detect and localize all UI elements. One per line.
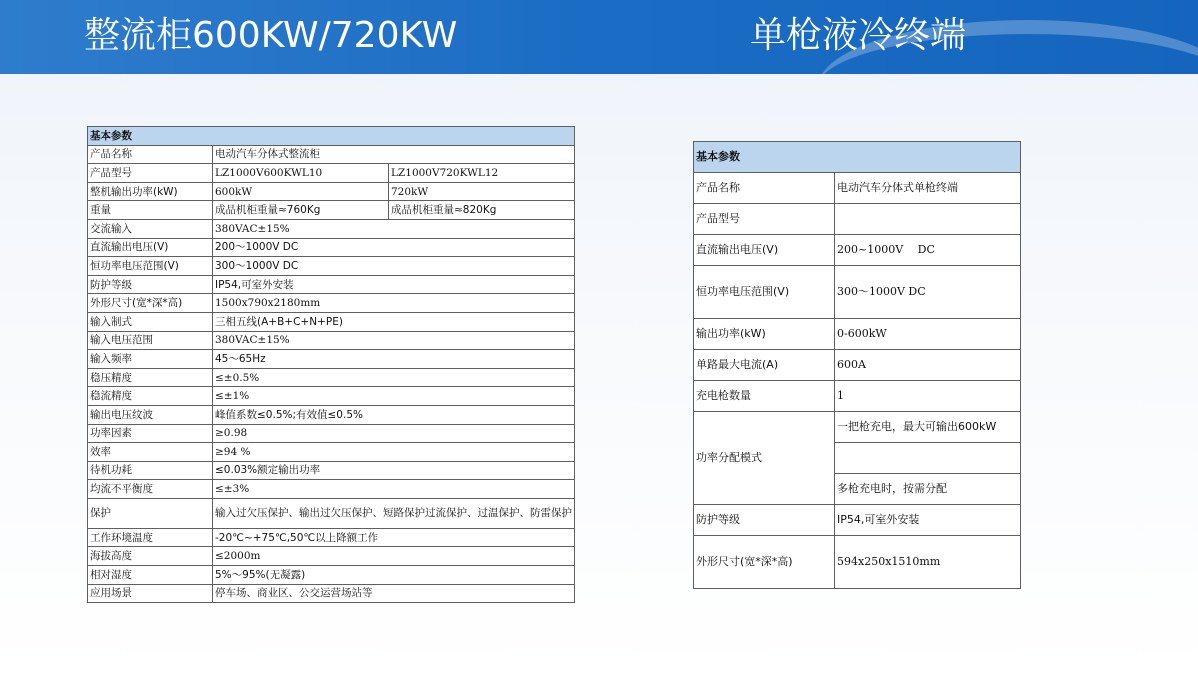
spec-label: 稳流精度: [88, 387, 213, 406]
spec-label: 输入频率: [88, 350, 213, 369]
spec-label: 充电枪数量: [694, 381, 835, 412]
table-row: [88, 219, 575, 238]
spec-value-2: 720kW: [389, 182, 575, 201]
table-row: [88, 257, 575, 276]
spec-value: IP54,可室外安装: [213, 275, 575, 294]
spec-value: ≤0.03%额定输出功率: [213, 461, 575, 480]
spec-value: 停车场、商业区、公交运营场站等: [213, 584, 575, 603]
table-row: [88, 480, 575, 499]
spec-value: 200～1000V DC: [213, 238, 575, 257]
spec-value-2: LZ1000V720KWL12: [389, 164, 575, 183]
table-row: [88, 331, 575, 350]
spec-label: 待机功耗: [88, 461, 213, 480]
spec-value: 成品机柜重量≈760Kg: [213, 201, 389, 220]
spec-label: 工作环境温度: [88, 528, 213, 547]
table-row: [88, 424, 575, 443]
table-row: [88, 164, 575, 183]
spec-label: 均流不平衡度: [88, 480, 213, 499]
spec-label: 相对湿度: [88, 566, 213, 585]
spec-value: ≥94 %: [213, 443, 575, 462]
spec-label: 产品型号: [88, 164, 213, 183]
table-row: [88, 182, 575, 201]
spec-label: 功率分配模式: [694, 412, 835, 505]
spec-label: 防护等级: [88, 275, 213, 294]
spec-value: 多枪充电时，按需分配: [835, 474, 1021, 505]
table-row: [88, 201, 575, 220]
spec-label: 输入制式: [88, 312, 213, 331]
spec-label: 单路最大电流(A): [694, 350, 835, 381]
spec-value: IP54,可室外安装: [835, 505, 1021, 536]
table-row: [88, 294, 575, 313]
table-row: [88, 145, 575, 164]
table-row: [694, 266, 1021, 319]
spec-label: 恒功率电压范围(V): [694, 266, 835, 319]
spec-label: 海拔高度: [88, 547, 213, 566]
spec-value: 380VAC±15%: [213, 219, 575, 238]
spec-value: 输入过欠压保护、输出过欠压保护、短路保护过流保护、过温保护、防雷保护: [213, 498, 575, 528]
spec-label: 输入电压范围: [88, 331, 213, 350]
table-row: [694, 505, 1021, 536]
table-row: [694, 381, 1021, 412]
header-banner: [0, 0, 1198, 74]
spec-label: 输出电压纹波: [88, 405, 213, 424]
table-row: [694, 142, 1021, 173]
spec-label: 产品型号: [694, 204, 835, 235]
spec-label: 外形尺寸(宽*深*高): [694, 536, 835, 589]
spec-label: 效率: [88, 443, 213, 462]
spec-value: 200~1000V DC: [835, 235, 1021, 266]
spec-label: 输出功率(kW): [694, 319, 835, 350]
spec-value: 45～65Hz: [213, 350, 575, 369]
section-header: 基本参数: [88, 127, 575, 146]
spec-value: LZ1000V600KWL10: [213, 164, 389, 183]
spec-label: 产品名称: [88, 145, 213, 164]
table-row: [694, 204, 1021, 235]
spec-label: 重量: [88, 201, 213, 220]
spec-label: 保护: [88, 498, 213, 528]
spec-value: [835, 443, 1021, 474]
page-title-right: 单枪液冷终端: [750, 15, 967, 56]
spec-value: ≤±0.5%: [213, 368, 575, 387]
table-row: [88, 584, 575, 603]
spec-value: 380VAC±15%: [213, 331, 575, 350]
spec-value-2: 成品机柜重量≈820Kg: [389, 201, 575, 220]
table-row: [694, 173, 1021, 204]
spec-label: 功率因素: [88, 424, 213, 443]
spec-value: 电动汽车分体式单枪终端: [835, 173, 1021, 204]
spec-label: 稳压精度: [88, 368, 213, 387]
table-row: [88, 528, 575, 547]
spec-value: [835, 204, 1021, 235]
spec-label: 直流输出电压(V): [694, 235, 835, 266]
table-row: [694, 412, 1021, 443]
spec-value: ≤2000m: [213, 547, 575, 566]
table-row: [694, 536, 1021, 589]
spec-label: 直流输出电压(V): [88, 238, 213, 257]
table-row: [88, 461, 575, 480]
table-row: [88, 127, 575, 146]
spec-value: 电动汽车分体式整流柜: [213, 145, 575, 164]
table-row: [88, 405, 575, 424]
spec-value: -20℃~+75℃,50℃以上降额工作: [213, 528, 575, 547]
rectifier-spec-table: [87, 126, 575, 603]
spec-label: 交流输入: [88, 219, 213, 238]
spec-value: 峰值系数≤0.5%;有效值≤0.5%: [213, 405, 575, 424]
spec-value: ≤±1%: [213, 387, 575, 406]
spec-label: 防护等级: [694, 505, 835, 536]
spec-value: 1500x790x2180mm: [213, 294, 575, 313]
spec-value: ≥0.98: [213, 424, 575, 443]
spec-value: 300～1000V DC: [213, 257, 575, 276]
table-row: [88, 238, 575, 257]
spec-value: 600A: [835, 350, 1021, 381]
spec-value: 300～1000V DC: [835, 266, 1021, 319]
spec-label: 应用场景: [88, 584, 213, 603]
table-row: [88, 350, 575, 369]
spec-value: 1: [835, 381, 1021, 412]
table-row: [88, 443, 575, 462]
table-row: [694, 350, 1021, 381]
page-title-left: 整流柜600KW/720KW: [84, 15, 458, 56]
table-row: [694, 235, 1021, 266]
table-row: [88, 312, 575, 331]
spec-label: 恒功率电压范围(V): [88, 257, 213, 276]
spec-value: 0-600kW: [835, 319, 1021, 350]
spec-value: ≤±3%: [213, 480, 575, 499]
table-row: [88, 387, 575, 406]
table-row: [88, 275, 575, 294]
spec-label: 产品名称: [694, 173, 835, 204]
spec-value: 三相五线(A+B+C+N+PE): [213, 312, 575, 331]
spec-value: 600kW: [213, 182, 389, 201]
table-row: [694, 319, 1021, 350]
terminal-spec-table: [693, 141, 1021, 589]
spec-value: 一把枪充电，最大可输出600kW: [835, 412, 1021, 443]
spec-label: 外形尺寸(宽*深*高): [88, 294, 213, 313]
spec-label: 整机输出功率(kW): [88, 182, 213, 201]
table-row: [88, 566, 575, 585]
table-row: [88, 368, 575, 387]
table-row: [88, 498, 575, 528]
spec-value: 5%～95%(无凝露): [213, 566, 575, 585]
spec-value: 594x250x1510mm: [835, 536, 1021, 589]
table-row: [88, 547, 575, 566]
section-header: 基本参数: [694, 142, 1021, 173]
